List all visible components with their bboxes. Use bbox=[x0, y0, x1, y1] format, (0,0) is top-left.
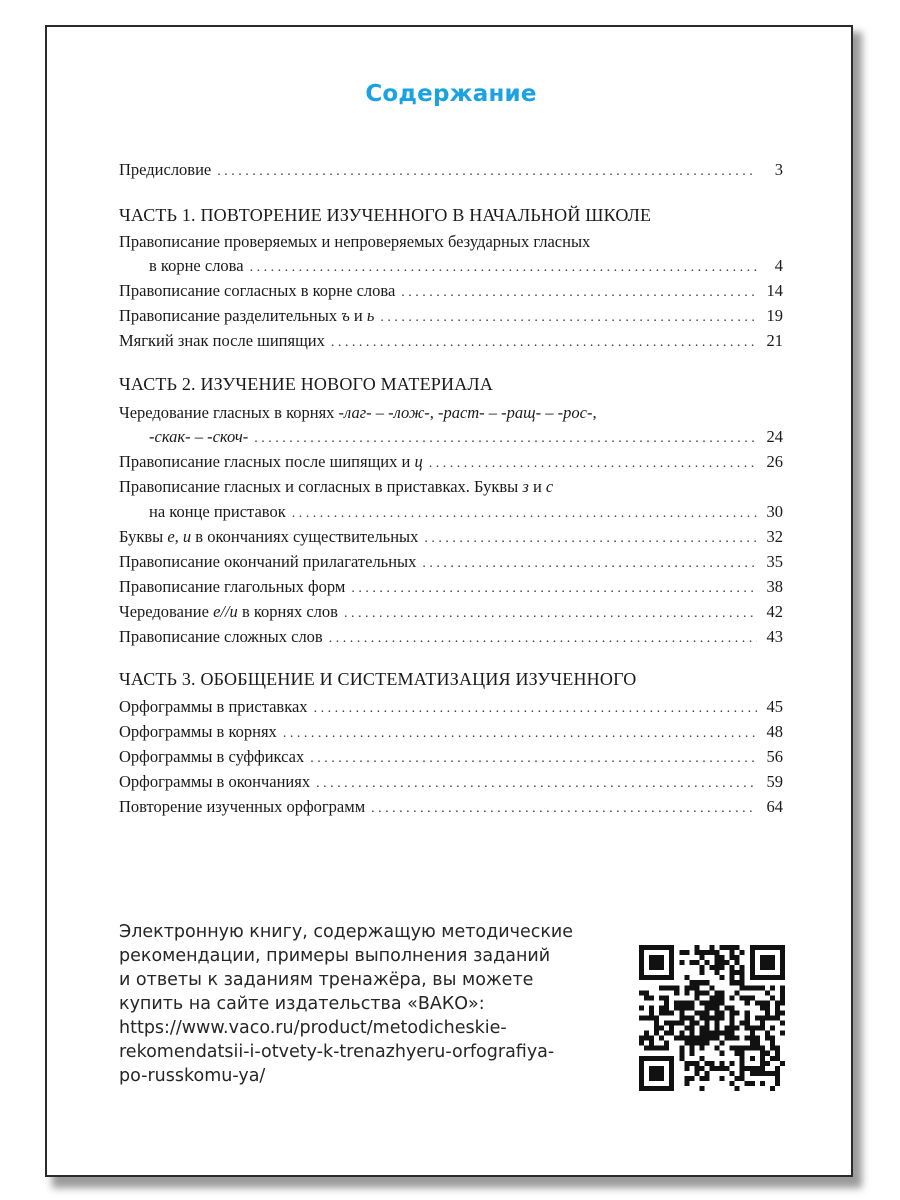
qr-code-icon[interactable] bbox=[639, 945, 785, 1091]
toc-entry-part3-1[interactable] bbox=[119, 697, 783, 719]
promo-line: Электронную книгу, содержащую методические bbox=[119, 922, 574, 942]
document-page bbox=[45, 25, 853, 1177]
toc-entry-part2-1[interactable] bbox=[149, 427, 783, 449]
toc-entry-label: Правописание разделительных ъ и ь bbox=[119, 306, 375, 325]
toc-leader-dots bbox=[344, 606, 757, 622]
toc-leader-dots bbox=[254, 431, 757, 447]
toc-entry-part2-3-line1[interactable]: Правописание гласных и согласных в приставках. Буквы з и с bbox=[119, 477, 554, 496]
toc-entry-label: Орфограммы в окончаниях bbox=[119, 772, 311, 791]
toc-page-number: 64 bbox=[766, 797, 783, 816]
toc-entry-part2-5[interactable] bbox=[119, 552, 783, 574]
toc-entry-label: Правописание сложных слов bbox=[119, 627, 323, 646]
part2-heading: ЧАСТЬ 2. ИЗУЧЕНИЕ НОВОГО МАТЕРИАЛА bbox=[119, 374, 494, 394]
toc-page-number: 3 bbox=[774, 160, 783, 179]
ebook-promo-text bbox=[119, 920, 619, 1088]
toc-entry-part3-3[interactable] bbox=[119, 747, 783, 769]
toc-page-number: 32 bbox=[766, 527, 783, 546]
toc-page-number: 45 bbox=[766, 697, 783, 716]
toc-leader-dots bbox=[310, 751, 757, 767]
toc-page-number: 42 bbox=[766, 602, 783, 621]
toc-entry-part3-4[interactable] bbox=[119, 772, 783, 794]
toc-page-number: 21 bbox=[766, 331, 783, 350]
toc-leader-dots bbox=[292, 506, 757, 522]
toc-leader-dots bbox=[329, 631, 757, 647]
toc-entry-label: Чередование е//и в корнях слов bbox=[119, 602, 338, 621]
toc-leader-dots bbox=[424, 531, 757, 547]
toc-entry-label: Мягкий знак после шипящих bbox=[119, 331, 325, 350]
toc-leader-dots bbox=[351, 581, 757, 597]
page-title: Содержание bbox=[365, 81, 537, 107]
toc-entry-part1-1-line1[interactable]: Правописание проверяемых и непроверяемых безударных гласных bbox=[119, 232, 591, 251]
toc-page-number: 43 bbox=[766, 627, 783, 646]
toc-leader-dots bbox=[217, 164, 757, 180]
promo-link-line[interactable]: po-russkomu-ya/ bbox=[119, 1066, 266, 1086]
toc-entry-label: Буквы е, и в окончаниях существительных bbox=[119, 527, 419, 546]
toc-leader-dots bbox=[401, 285, 757, 301]
toc-entry-part2-7[interactable] bbox=[119, 602, 783, 624]
toc-leader-dots bbox=[422, 556, 757, 572]
toc-entry-part1-2[interactable] bbox=[119, 281, 783, 303]
promo-link-line[interactable]: rekomendatsii-i-otvety-k-trenazhyeru-orfografiya- bbox=[119, 1042, 555, 1062]
toc-entry-part2-1-line1[interactable]: Чередование гласных в корнях -лаг- – -лож-, -раст- – -ращ- – -рос-, bbox=[119, 403, 597, 422]
toc-entry-part2-2[interactable] bbox=[119, 452, 783, 474]
toc-leader-dots bbox=[380, 310, 757, 326]
promo-link-line[interactable]: https://www.vaco.ru/product/metodicheskie- bbox=[119, 1018, 507, 1038]
promo-line: купить на сайте издательства «ВАКО»: bbox=[119, 994, 485, 1014]
toc-leader-dots bbox=[371, 801, 757, 817]
toc-entry-part1-3[interactable] bbox=[119, 306, 783, 328]
promo-line: и ответы к заданиям тренажёра, вы можете bbox=[119, 970, 534, 990]
toc-page-number: 59 bbox=[766, 772, 783, 791]
toc-entry-part1-4[interactable] bbox=[119, 331, 783, 353]
toc-entry-label: Правописание согласных в корне слова bbox=[119, 281, 396, 300]
promo-line: рекомендации, примеры выполнения заданий bbox=[119, 946, 551, 966]
toc-entry-part2-3[interactable] bbox=[149, 502, 783, 524]
toc-page-number: 19 bbox=[766, 306, 783, 325]
toc-entry-part3-2[interactable] bbox=[119, 722, 783, 744]
toc-entry-part2-8[interactable] bbox=[119, 627, 783, 649]
toc-entry-label: Правописание глагольных форм bbox=[119, 577, 346, 596]
part1-heading: ЧАСТЬ 1. ПОВТОРЕНИЕ ИЗУЧЕННОГО В НАЧАЛЬНОЙ ШКОЛЕ bbox=[119, 205, 652, 225]
toc-page-number: 4 bbox=[774, 256, 783, 275]
toc-page-number: 38 bbox=[766, 577, 783, 596]
toc-entry-label: Орфограммы в корнях bbox=[119, 722, 277, 741]
toc-leader-dots bbox=[250, 260, 757, 276]
toc-page-number: 30 bbox=[766, 502, 783, 521]
toc-page-number: 14 bbox=[766, 281, 783, 300]
toc-entry-part1-1[interactable] bbox=[149, 256, 783, 278]
toc-page-number: 56 bbox=[766, 747, 783, 766]
toc-entry-part2-4[interactable] bbox=[119, 527, 783, 549]
toc-entry-label: Орфограммы в суффиксах bbox=[119, 747, 305, 766]
toc-leader-dots bbox=[316, 776, 757, 792]
toc-leader-dots bbox=[283, 726, 757, 742]
toc-page-number: 35 bbox=[766, 552, 783, 571]
part3-heading: ЧАСТЬ 3. ОБОБЩЕНИЕ И СИСТЕМАТИЗАЦИЯ ИЗУЧЕННОГО bbox=[119, 669, 637, 689]
toc-entry-part3-5[interactable] bbox=[119, 797, 783, 819]
toc-leader-dots bbox=[331, 335, 757, 351]
toc-page-number: 26 bbox=[766, 452, 783, 471]
toc-page-number: 48 bbox=[766, 722, 783, 741]
toc-entry-label: Повторение изученных орфограмм bbox=[119, 797, 366, 816]
toc-leader-dots bbox=[314, 701, 757, 717]
toc-entry-label: Предисловие bbox=[119, 160, 212, 179]
toc-entry-part2-6[interactable] bbox=[119, 577, 783, 599]
toc-entry-label: Орфограммы в приставках bbox=[119, 697, 308, 716]
toc-entry-preface[interactable] bbox=[119, 160, 783, 182]
toc-entry-label: в корне слова bbox=[149, 256, 244, 275]
toc-entry-label: Правописание гласных после шипящих и ц bbox=[119, 452, 423, 471]
toc-entry-label: Правописание окончаний прилагательных bbox=[119, 552, 417, 571]
toc-leader-dots bbox=[429, 456, 757, 472]
toc-page-number: 24 bbox=[766, 427, 783, 446]
toc-entry-label: -скак- – -скоч- bbox=[149, 427, 249, 446]
toc-entry-label: на конце приставок bbox=[149, 502, 286, 521]
